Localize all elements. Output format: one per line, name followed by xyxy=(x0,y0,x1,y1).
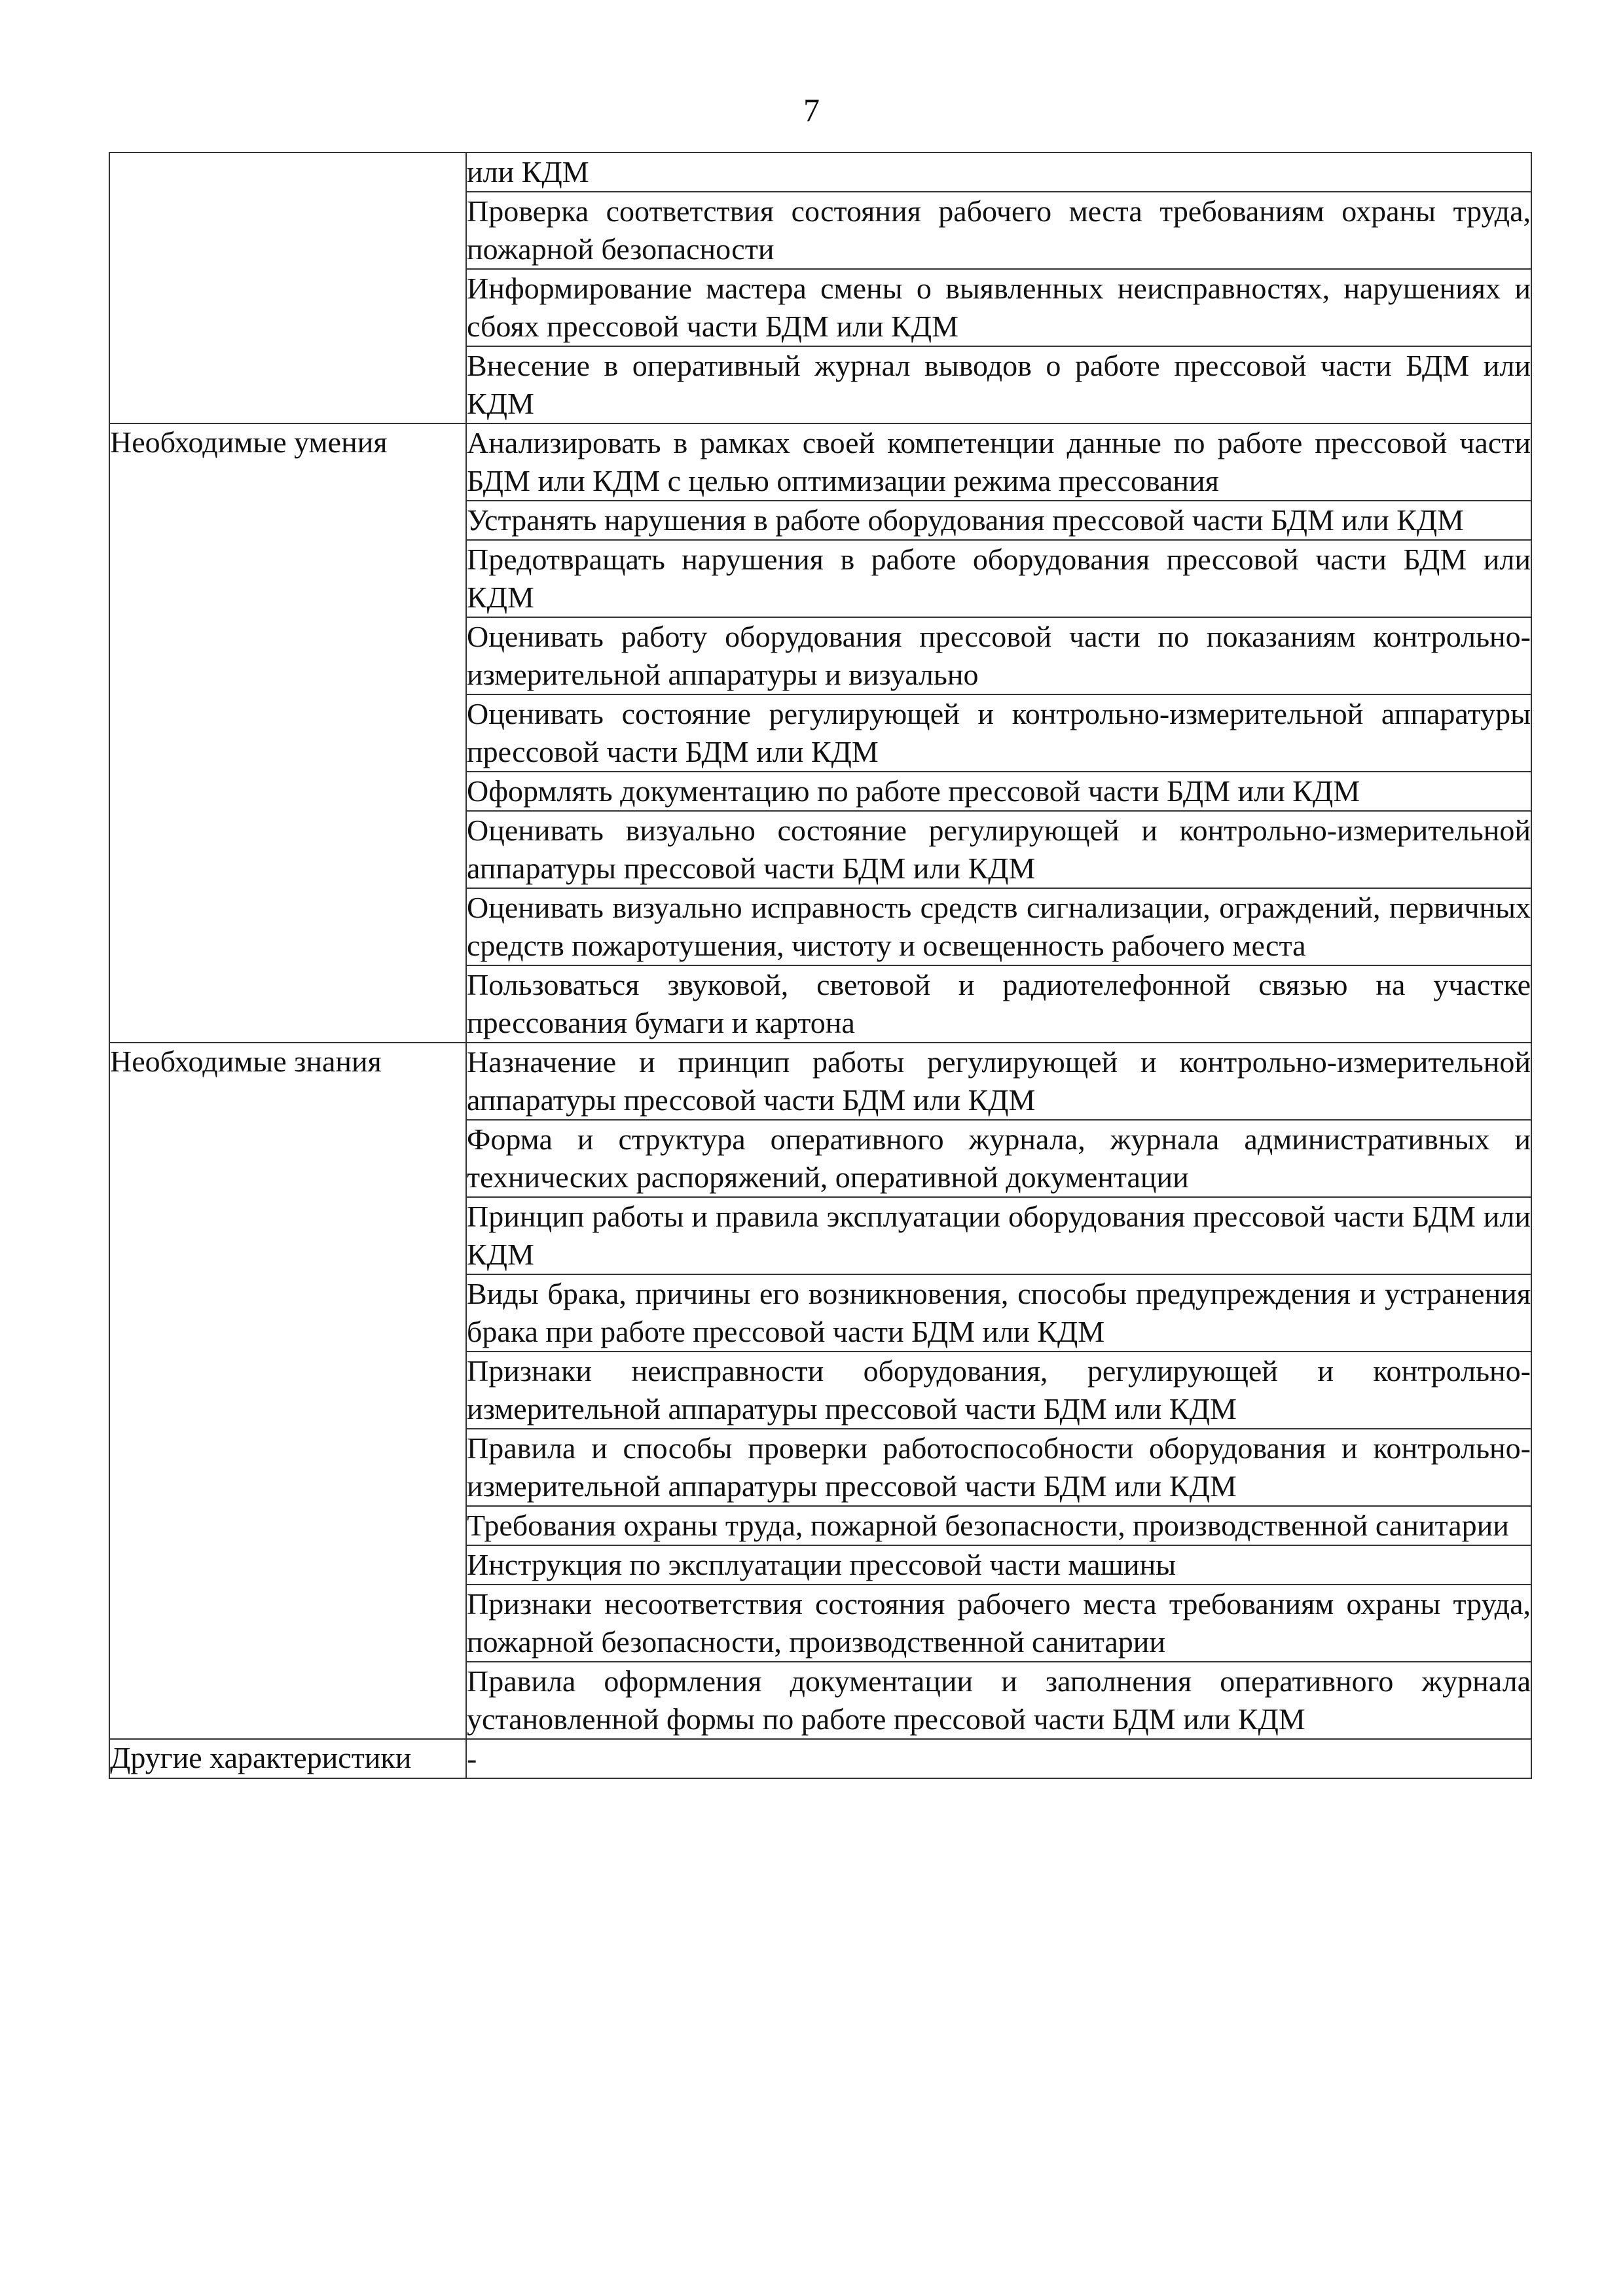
table-cell: Признаки несоответствия состояния рабочего места требованиям охраны труда, пожарной безопасности, производственной санитарии xyxy=(466,1585,1531,1662)
table-cell: Признаки неисправности оборудования, регулирующей и контрольно-измерительной аппаратуры прессовой части БДМ или КДМ xyxy=(466,1352,1531,1429)
table-cell: Оценивать визуально состояние регулирующей и контрольно-измерительной аппаратуры прессовой части БДМ или КДМ xyxy=(466,811,1531,888)
table-cell: Форма и структура оперативного журнала, журнала административных и технических распоряжений, оперативной документации xyxy=(466,1120,1531,1197)
table-cell: Оценивать визуально исправность средств сигнализации, ограждений, первичных средств пожаротушения, чистоту и освещенность рабочего места xyxy=(466,888,1531,965)
table-cell: Требования охраны труда, пожарной безопасности, производственной санитарии xyxy=(466,1506,1531,1545)
table-cell: Назначение и принцип работы регулирующей и контрольно-измерительной аппаратуры прессовой части БДМ или КДМ xyxy=(466,1043,1531,1120)
table-row xyxy=(109,152,1531,192)
table-cell: - xyxy=(466,1739,1531,1778)
page-number: 7 xyxy=(803,92,820,128)
table-cell: Проверка соответствия состояния рабочего места требованиям охраны труда, пожарной безопасности xyxy=(466,192,1531,269)
table-cell: Оценивать состояние регулирующей и контрольно-измерительной аппаратуры прессовой части БДМ или КДМ xyxy=(466,694,1531,772)
characteristics-table xyxy=(109,152,1532,1779)
table-cell: или КДМ xyxy=(466,152,1531,192)
table-row xyxy=(109,1043,1531,1120)
table-row xyxy=(109,1739,1531,1778)
section-label-other: Другие характеристики xyxy=(109,1739,466,1778)
table-cell: Анализировать в рамках своей компетенции данные по работе прессовой части БДМ или КДМ с целью оптимизации режима прессования xyxy=(466,423,1531,501)
table-cell: Оценивать работу оборудования прессовой части по показаниям контрольно-измерительной аппаратуры и визуально xyxy=(466,617,1531,694)
table-cell: Предотвращать нарушения в работе оборудования прессовой части БДМ или КДМ xyxy=(466,540,1531,617)
section-label-skills: Необходимые умения xyxy=(109,423,466,1043)
table-cell: Виды брака, причины его возникновения, способы предупреждения и устранения брака при работе прессовой части БДМ или КДМ xyxy=(466,1274,1531,1352)
table-cell: Инструкция по эксплуатации прессовой части машины xyxy=(466,1545,1531,1585)
table-cell: Принцип работы и правила эксплуатации оборудования прессовой части БДМ или КДМ xyxy=(466,1197,1531,1274)
table-cell: Правила и способы проверки работоспособности оборудования и контрольно-измерительной аппаратуры прессовой части БДМ или КДМ xyxy=(466,1429,1531,1506)
table-row xyxy=(109,423,1531,501)
section-label-empty xyxy=(109,152,466,423)
table-cell: Правила оформления документации и заполнения оперативного журнала установленной формы по работе прессовой части БДМ или КДМ xyxy=(466,1662,1531,1739)
table-cell: Оформлять документацию по работе прессовой части БДМ или КДМ xyxy=(466,772,1531,811)
table-cell: Информирование мастера смены о выявленных неисправностях, нарушениях и сбоях прессовой части БДМ или КДМ xyxy=(466,269,1531,346)
table-cell: Внесение в оперативный журнал выводов о работе прессовой части БДМ или КДМ xyxy=(466,346,1531,423)
table-cell: Пользоваться звуковой, световой и радиотелефонной связью на участке прессования бумаги и картона xyxy=(466,965,1531,1043)
section-label-knowledge: Необходимые знания xyxy=(109,1043,466,1739)
table-cell: Устранять нарушения в работе оборудования прессовой части БДМ или КДМ xyxy=(466,501,1531,540)
